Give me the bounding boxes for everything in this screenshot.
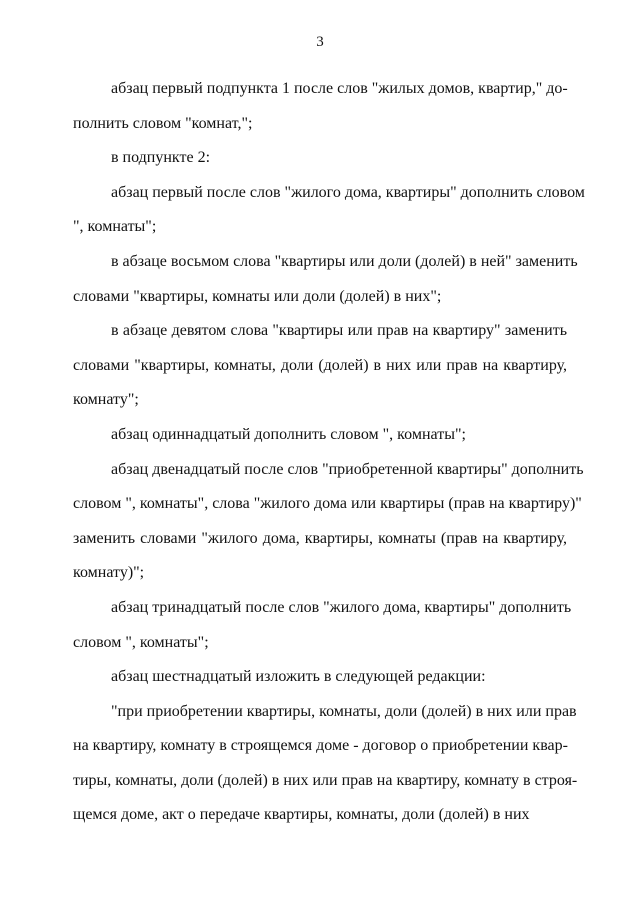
text-line: комнату)";	[73, 564, 145, 582]
text-line: абзац первый после слов "жилого дома, квартиры" дополнить словом	[111, 183, 585, 201]
document-body	[73, 72, 585, 833]
text-line: абзац одиннадцатый дополнить словом ", комнаты";	[111, 425, 466, 443]
paragraph	[73, 453, 584, 591]
text-line: полнить словом "комнат,";	[73, 114, 253, 132]
page-number: 3	[316, 34, 324, 50]
text-line: словами "квартиры, комнаты или доли (долей) в них";	[73, 287, 442, 305]
text-line: тиры, комнаты, доли (долей) в них или прав на квартиру, комнату в строя-	[73, 771, 578, 789]
paragraph	[73, 418, 567, 453]
paragraph	[73, 695, 578, 833]
text-line: щемся доме, акт о передаче квартиры, комнаты, доли (долей) в них	[73, 806, 530, 824]
text-line: в абзаце девятом слова "квартиры или прав на квартиру" заменить	[111, 322, 567, 340]
text-line: абзац первый подпункта 1 после слов "жилых домов, квартир," до-	[111, 80, 568, 97]
text-line: в подпункте 2:	[111, 149, 211, 167]
text-line: на квартиру, комнату в строящемся доме - договор о приобретении квар-	[73, 737, 568, 755]
text-line: в абзаце восьмом слова "квартиры или доли (долей) в ней" заменить	[111, 252, 578, 270]
text-line: ", комнаты";	[73, 218, 157, 236]
paragraph	[73, 591, 572, 660]
text-line: абзац шестнадцатый изложить в следующей редакции:	[111, 668, 486, 686]
paragraph	[73, 314, 567, 418]
text-line: словом ", комнаты";	[73, 633, 209, 651]
text-line: "при приобретении квартиры, комнаты, доли (долей) в них или прав	[111, 702, 577, 720]
paragraph	[73, 176, 585, 245]
text-line: словом ", комнаты", слова "жилого дома или квартиры (прав на квартиру)"	[73, 495, 582, 513]
paragraph	[73, 141, 567, 176]
paragraph	[73, 660, 567, 695]
text-line: абзац тринадцатый после слов "жилого дома, квартиры" дополнить	[111, 598, 572, 616]
text-line: абзац двенадцатый после слов "приобретенной квартиры" дополнить	[111, 460, 584, 478]
text-line: комнату";	[73, 391, 139, 409]
text-line: словами "квартиры, комнаты, доли (долей) в них или прав на квартиру,	[73, 356, 567, 374]
paragraph	[73, 245, 578, 314]
text-line: заменить словами "жилого дома, квартиры, комнаты (прав на квартиру,	[73, 529, 567, 547]
paragraph	[73, 72, 567, 141]
